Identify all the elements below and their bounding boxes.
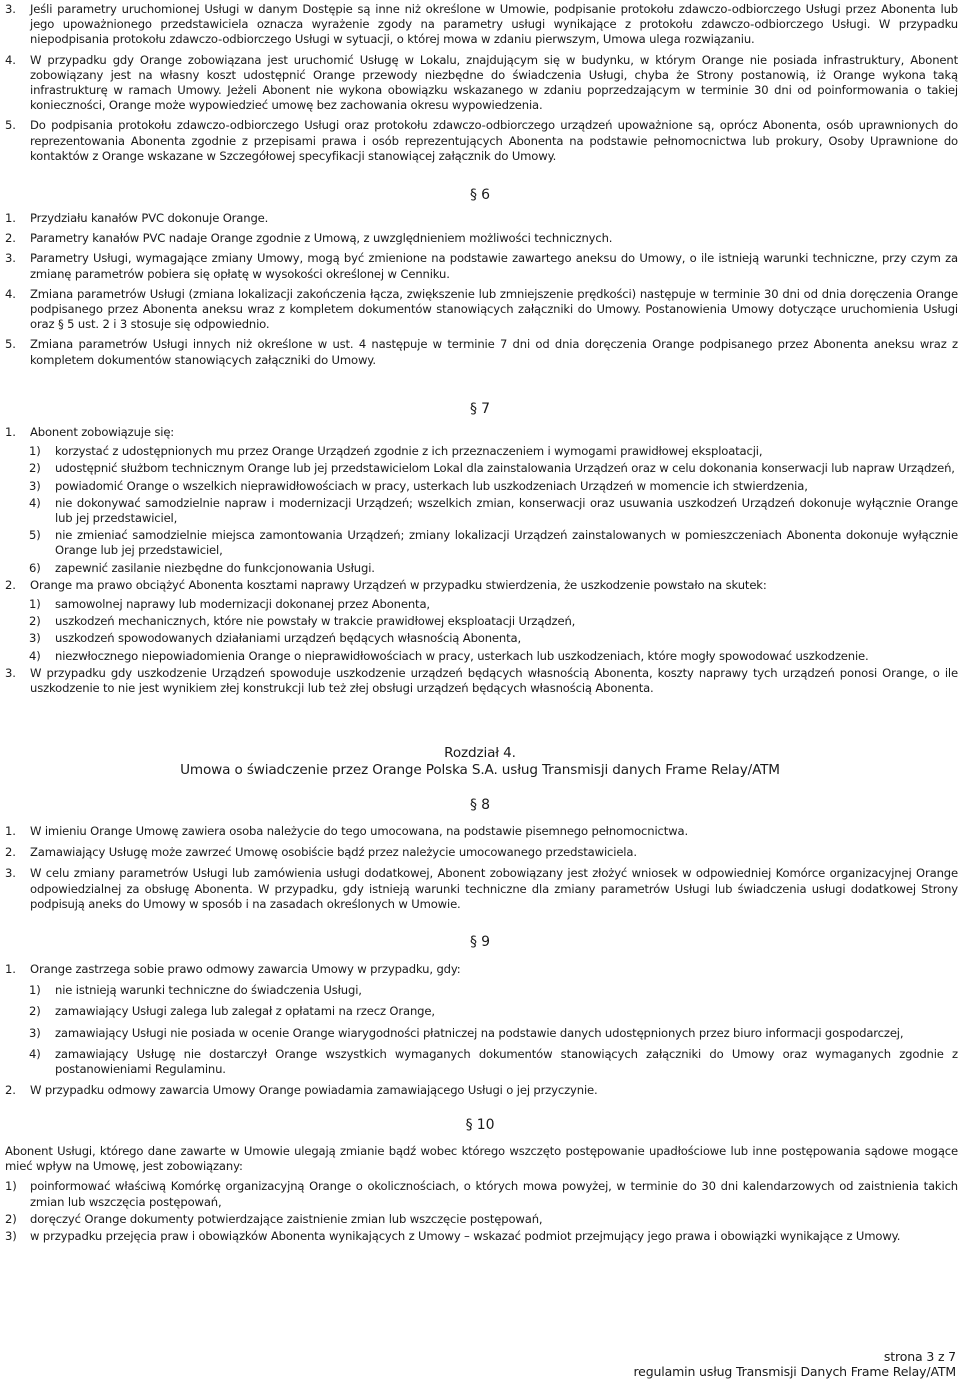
item-text: Do podpisania protokołu zdawczo-odbiorczego Usługi oraz protokołu zdawczo-odbiorczego urządzeń upoważnione są, oprócz Abonenta, osób uprawnionych do reprezentowania Abonenta zgodnie z przepisami prawa i osób reprezentujących Abonenta na podstawie pełnomocnictwa lub prokury, Osoby Uprawnione do kontaktów z Orange wskazane w Szczegółowej specyfikacji stanowiącej załącznik do Umowy. bbox=[30, 118, 958, 163]
item-text: Zamawiający Usługę może zawrzeć Umowę osobiście bądź przez należycie umocowanego przedstawiciela. bbox=[30, 845, 637, 860]
item-text: Zmiana parametrów Usługi innych niż określone w ust. 4 następuje w terminie 7 dni od dnia doręczenia Orange podpisanego przez Abonenta aneksu wraz z kompletem dokumentów stanowiących załączniki do Umowy. bbox=[30, 337, 958, 367]
list-item bbox=[5, 1229, 958, 1244]
section-10 bbox=[5, 1144, 958, 1244]
item-number: 3. bbox=[5, 866, 16, 881]
sub-item-number: 1) bbox=[29, 444, 41, 459]
chapter-title: Umowa o świadczenie przez Orange Polska S.A. usług Transmisji danych Frame Relay/ATM bbox=[180, 762, 780, 778]
item-number: 3) bbox=[5, 1229, 17, 1244]
list-item bbox=[5, 1212, 958, 1227]
item-number: 3. bbox=[5, 251, 16, 266]
section-heading-6: § 6 bbox=[470, 187, 490, 203]
list-item bbox=[5, 578, 958, 593]
page-number: strona 3 z 7 bbox=[883, 1349, 956, 1364]
sub-item-number: 2) bbox=[29, 1004, 41, 1019]
list-item bbox=[5, 962, 958, 977]
item-text: w przypadku przejęcia praw i obowiązków Abonenta wynikających z Umowy – wskazać podmiot przejmujący jego prawa i obowiązki wynikające z Umowy. bbox=[30, 1229, 901, 1244]
sub-item-text: niezwłocznego niepowiadomienia Orange o nieprawidłowościach w pracy, usterkach lub uszkodzeniach, które mogły spowodować uszkodzenie. bbox=[55, 648, 869, 663]
sub-item-text: zamawiający Usługi nie posiada w ocenie Orange wiarygodności płatniczej na podstawie danych udostępnionych przez biuro informacji gospodarczej, bbox=[55, 1025, 904, 1040]
list-item bbox=[5, 53, 958, 114]
item-text: poinformować właściwą Komórkę organizacyjną Orange o okolicznościach, o których mowa powyżej, w terminie do 30 dni kalendarzowych od zaistnienia takich zmian lub wszczęcia postępowań, bbox=[30, 1179, 958, 1209]
sub-item-text: samowolnej naprawy lub modernizacji dokonanej przez Abonenta, bbox=[55, 597, 430, 612]
list-item bbox=[5, 1083, 958, 1098]
sub-item bbox=[5, 983, 958, 998]
item-text: W imieniu Orange Umowę zawiera osoba należycie do tego umocowana, na podstawie pisemnego pełnomocnictwa. bbox=[30, 824, 688, 838]
sub-item-text: zamawiający Usługę nie dostarczył Orange wszystkich wymaganych dokumentów stanowiących załączniki do Umowy oraz wymaganych zgodnie z postanowieniami Regulaminu. bbox=[55, 1046, 958, 1077]
item-text: Orange ma prawo obciążyć Abonenta kosztami naprawy Urządzeń w przypadku stwierdzenia, że uszkodzenie powstało na skutek: bbox=[30, 577, 767, 592]
section-heading-10: § 10 bbox=[465, 1117, 495, 1133]
sub-item bbox=[5, 1026, 958, 1041]
item-number: 5. bbox=[5, 118, 16, 133]
item-number: 2. bbox=[5, 845, 16, 860]
sub-item bbox=[5, 528, 958, 558]
sub-item-text: nie istnieją warunki techniczne do świadczenia Usługi, bbox=[55, 983, 362, 998]
sub-item-text: korzystać z udostępnionych mu przez Orange Urządzeń zgodnie z ich przeznaczeniem i wymogami prawidłowej eksploatacji, bbox=[55, 444, 763, 459]
sub-item bbox=[5, 561, 958, 576]
sub-item-text: udostępnić służbom technicznym Orange lub jej przedstawicielom Lokal dla zainstalowania Urządzeń oraz w celu dokonania konserwacji lub napraw Urządzeń, bbox=[55, 461, 955, 476]
sub-item-text: uszkodzeń mechanicznych, które nie powstały w trakcie prawidłowej eksploatacji Urządzeń, bbox=[55, 614, 576, 629]
sub-item-text: zapewnić zasilanie niezbędne do funkcjonowania Usługi. bbox=[55, 560, 375, 575]
section-7 bbox=[5, 425, 958, 696]
sub-item-number: 4) bbox=[29, 495, 41, 510]
sub-item-text: powiadomić Orange o wszelkich nieprawidłowościach w pracy, usterkach lub uszkodzeniach Urządzeń w momencie ich stwierdzenia, bbox=[55, 478, 808, 493]
sub-item-number: 4) bbox=[29, 648, 41, 663]
item-number: 3. bbox=[5, 2, 16, 16]
item-number: 5. bbox=[5, 337, 16, 352]
list-item bbox=[5, 231, 958, 246]
chapter-number: Rozdział 4. bbox=[444, 745, 516, 761]
list-item bbox=[5, 2, 958, 48]
section-5-continuation bbox=[5, 2, 958, 164]
item-number: 2. bbox=[5, 1083, 16, 1098]
item-number: 1) bbox=[5, 1179, 17, 1194]
item-text: Zmiana parametrów Usługi (zmiana lokalizacji zakończenia łącza, zwiększenie lub zmniejszenie prędkości) następuje w terminie 30 dni od dnia doręczenia Orange podpisanego przez Abonenta aneksu wraz z kompletem dokumentów stanowiących załączniki do Umowy. Postanowienia Umowy dotyczące uruchomienia Usługi oraz § 5 ust. 2 i 3 stosuje się odpowiednio. bbox=[30, 286, 958, 332]
item-number: 4. bbox=[5, 286, 16, 301]
item-text: W celu zmiany parametrów Usługi lub zamówienia usługi dodatkowej, Abonent zobowiązany jest złożyć wniosek w odpowiedniej Komórce organizacyjnej Orange odpowiedzialnej za obsługę Abonenta. W przypadku, gdy istnieją warunki techniczne dla zmiany parametrów Usługi lub świadczenia usługi dodatkowej Strony podpisują aneks do Umowy w sposób i na zasadach określonych w Umowie. bbox=[30, 866, 958, 911]
sub-item-number: 3) bbox=[29, 478, 41, 493]
item-text: Parametry kanałów PVC nadaje Orange zgodnie z Umową, z uwzględnieniem możliwości technicznych. bbox=[30, 231, 613, 246]
list-item bbox=[5, 824, 958, 839]
sub-item-number: 1) bbox=[29, 597, 41, 612]
sub-item bbox=[5, 444, 958, 459]
sub-item-number: 1) bbox=[29, 983, 41, 998]
item-number: 4. bbox=[5, 52, 16, 67]
sub-item bbox=[5, 479, 958, 494]
sub-item-text: uszkodzeń spowodowanych działaniami urządzeń będących własnością Abonenta, bbox=[55, 631, 521, 646]
item-text: W przypadku odmowy zawarcia Umowy Orange powiadamia zamawiającego Usługi o jej przyczynie. bbox=[30, 1083, 598, 1098]
sub-item bbox=[5, 597, 958, 612]
item-number: 3. bbox=[5, 665, 16, 680]
section-6 bbox=[5, 211, 958, 368]
item-text: W przypadku gdy Orange zobowiązana jest uruchomić Usługę w Lokalu, znajdującym się w budynku, w którym Orange nie posiada infrastruktury, Abonent zobowiązany jest na własny koszt udostępnić Orange przewody niezbędne do świadczenia Usługi, chyba że Strony postanowią, iż Orange wykona taką infrastrukturę w ramach Umowy. Jeżeli Abonent nie wykona obowiązku wskazanego w zdaniu poprzedzającym w terminie 30 dni od poinformowania o takiej konieczności, Orange może wypowiedzieć umowę bez zachowania okresu wypowiedzenia. bbox=[30, 52, 958, 113]
sub-item-text: nie dokonywać samodzielnie napraw i modernizacji Urządzeń; wszelkich zmian, konserwacji oraz usuwania uszkodzeń Urządzeń dokonuje wyłącznie Orange lub jej przedstawiciel, bbox=[55, 495, 958, 526]
list-item bbox=[5, 251, 958, 281]
sub-item-number: 6) bbox=[29, 560, 41, 575]
sub-item-number: 2) bbox=[29, 614, 41, 629]
list-item bbox=[5, 337, 958, 367]
section-heading-8: § 8 bbox=[470, 797, 490, 813]
sub-item-text: zamawiający Usługi zalega lub zalegał z opłatami na rzecz Orange, bbox=[55, 1004, 435, 1019]
sub-item-text: nie zmieniać samodzielnie miejsca zamontowania Urządzeń; zmiany lokalizacji Urządzeń zainstalowanych w pomieszczeniach Abonenta dokonuje wyłącznie Orange lub jej przedstawiciel, bbox=[55, 528, 958, 558]
section-9 bbox=[5, 962, 958, 1098]
list-item bbox=[5, 1179, 958, 1209]
section-heading-7: § 7 bbox=[470, 401, 490, 417]
item-text: W przypadku gdy uszkodzenie Urządzeń spowoduje uszkodzenie urządzeń będących własnością Abonenta, koszty naprawy tych urządzeń ponosi Orange, o ile uszkodzenie to nie jest wynikiem złej konstrukcji lub też złej obsługi urządzeń będących własnością Abonenta. bbox=[30, 665, 958, 696]
item-number: 2) bbox=[5, 1211, 17, 1226]
section-10-intro: Abonent Usługi, którego dane zawarte w Umowie ulegają zmianie bądź wobec którego wszczęto postępowanie upadłościowe lub inne postępowania sądowe mogące mieć wpływ na Umowę, jest zobowiązany: bbox=[5, 1144, 958, 1174]
sub-item bbox=[5, 614, 958, 629]
item-number: 2. bbox=[5, 577, 16, 592]
sub-item-number: 2) bbox=[29, 461, 41, 476]
item-text: Abonent zobowiązuje się: bbox=[30, 425, 175, 439]
sub-item-number: 3) bbox=[29, 1025, 41, 1040]
item-text: Jeśli parametry uruchomionej Usługi w danym Dostępie są inne niż określone w Umowie, podpisanie protokołu zdawczo-odbiorczego Usługi przez Abonenta lub jego upoważnionego przedstawiciela oznacza wyrażenie zgody na parametry usługi wynikające z protokołu zdawczo-odbiorczego Usługi. W przypadku niepodpisania protokołu zdawczo-odbiorczego Usługi w sytuacji, o której mowa w zdaniu pierwszym, Umowa ulega rozwiązaniu. bbox=[30, 2, 958, 47]
list-item bbox=[5, 866, 958, 912]
sub-item bbox=[5, 1004, 958, 1019]
sub-item bbox=[5, 461, 958, 476]
item-number: 1. bbox=[5, 211, 16, 225]
section-8 bbox=[5, 824, 958, 912]
sub-item bbox=[5, 649, 958, 664]
document-title: regulamin usług Transmisji Danych Frame Relay/ATM bbox=[633, 1364, 956, 1379]
list-item bbox=[5, 425, 958, 440]
list-item bbox=[5, 211, 958, 226]
sub-item bbox=[5, 496, 958, 526]
sub-item bbox=[5, 631, 958, 646]
section-heading-9: § 9 bbox=[470, 934, 490, 950]
sub-item bbox=[5, 1047, 958, 1077]
sub-item-number: 4) bbox=[29, 1046, 41, 1061]
list-item bbox=[5, 118, 958, 164]
sub-item-number: 5) bbox=[29, 528, 41, 543]
list-item bbox=[5, 666, 958, 696]
chapter-heading bbox=[0, 745, 960, 779]
item-number: 2. bbox=[5, 231, 16, 246]
sub-item-number: 3) bbox=[29, 631, 41, 646]
list-item bbox=[5, 287, 958, 333]
item-text: doręczyć Orange dokumenty potwierdzające zaistnienie zmian lub wszczęcie postępowań, bbox=[30, 1211, 543, 1226]
list-item bbox=[5, 845, 958, 860]
item-text: Orange zastrzega sobie prawo odmowy zawarcia Umowy w przypadku, gdy: bbox=[30, 962, 461, 976]
item-text: Parametry Usługi, wymagające zmiany Umowy, mogą być zmienione na podstawie zawartego aneksu do Umowy, o ile istnieją warunki techniczne, przy czym za zmianę parametrów pobiera się opłatę w wysokości określonej w Cenniku. bbox=[30, 251, 958, 281]
item-number: 1. bbox=[5, 962, 16, 976]
item-number: 1. bbox=[5, 425, 16, 439]
item-number: 1. bbox=[5, 824, 16, 838]
item-text: Przydziału kanałów PVC dokonuje Orange. bbox=[30, 211, 269, 225]
page-footer bbox=[633, 1349, 956, 1379]
